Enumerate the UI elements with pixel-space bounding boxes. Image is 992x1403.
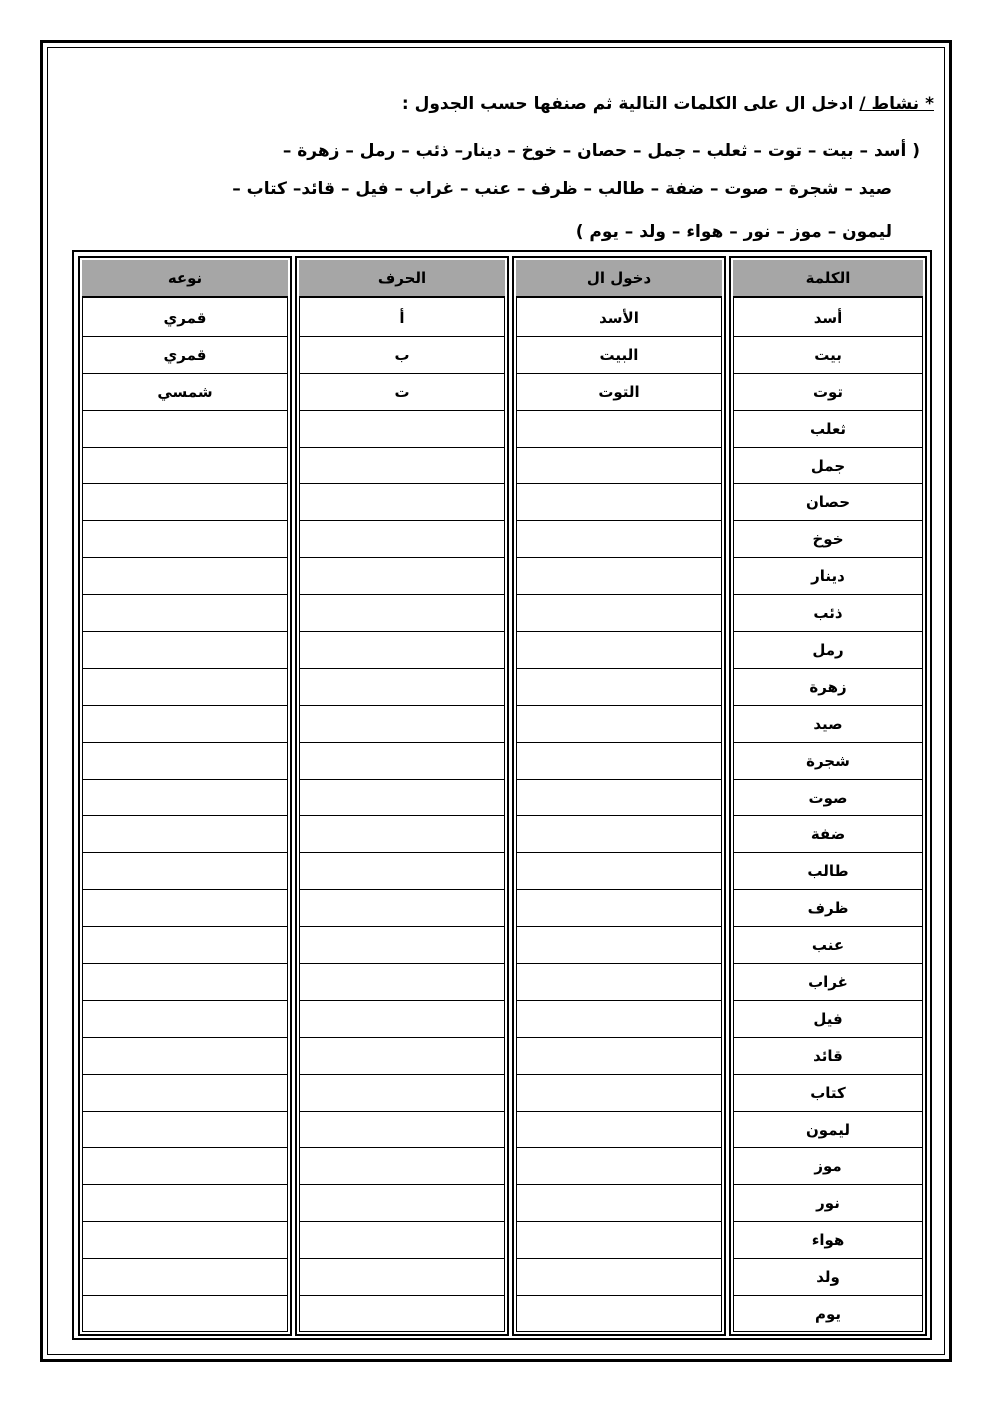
word-list-line-1: ( أسد – بيت – توت – ثعلب – جمل – حصان – خوخ – دينار– ذئب – رمل – زهرة – — [282, 141, 920, 161]
column-with-al-cells — [516, 300, 722, 1333]
table-cell-type — [82, 1148, 288, 1185]
table-cell-letter — [299, 853, 505, 890]
table-cell-word: صوت — [733, 780, 923, 817]
table-cell-letter — [299, 1148, 505, 1185]
table-cell-word: شجرة — [733, 743, 923, 780]
table-cell-type — [82, 1001, 288, 1038]
table-cell-with-al — [516, 706, 722, 743]
table-cell-with-al — [516, 1259, 722, 1296]
table-cell-type — [82, 448, 288, 485]
table-cell-with-al — [516, 1075, 722, 1112]
table-cell-word: توت — [733, 374, 923, 411]
table-cell-type — [82, 743, 288, 780]
table-cell-word: ولد — [733, 1259, 923, 1296]
table-cell-word: نور — [733, 1185, 923, 1222]
table-cell-word: ذئب — [733, 595, 923, 632]
table-cell-word: عنب — [733, 927, 923, 964]
table-cell-with-al — [516, 964, 722, 1001]
table-cell-with-al — [516, 1112, 722, 1149]
table-cell-letter — [299, 743, 505, 780]
table-cell-word: هواء — [733, 1222, 923, 1259]
activity-label: * نشاط / — [859, 94, 934, 114]
table-cell-letter — [299, 1222, 505, 1259]
table-cell-type — [82, 1222, 288, 1259]
table-cell-with-al — [516, 1038, 722, 1075]
table-cell-word: بيت — [733, 337, 923, 374]
header-with-al: دخول ال — [516, 260, 722, 298]
column-with-al — [512, 256, 726, 1336]
table-cell-word: قائد — [733, 1038, 923, 1075]
table-cell-with-al — [516, 411, 722, 448]
table-cell-letter — [299, 1185, 505, 1222]
table-cell-with-al — [516, 595, 722, 632]
table-cell-with-al — [516, 484, 722, 521]
table-cell-word: ليمون — [733, 1112, 923, 1149]
column-word-cells — [733, 300, 923, 1333]
table-cell-with-al: البيت — [516, 337, 722, 374]
activity-instruction — [402, 93, 934, 115]
table-cell-with-al — [516, 780, 722, 817]
table-cell-type — [82, 632, 288, 669]
table-cell-type — [82, 411, 288, 448]
table-cell-word: طالب — [733, 853, 923, 890]
table-cell-letter — [299, 448, 505, 485]
table-cell-type — [82, 1259, 288, 1296]
table-cell-letter — [299, 890, 505, 927]
table-cell-type — [82, 484, 288, 521]
column-letter — [295, 256, 509, 1336]
table-cell-type — [82, 706, 288, 743]
table-cell-letter — [299, 632, 505, 669]
table-cell-letter — [299, 927, 505, 964]
table-cell-word: رمل — [733, 632, 923, 669]
table-cell-letter — [299, 1259, 505, 1296]
table-cell-type — [82, 1075, 288, 1112]
table-cell-with-al — [516, 743, 722, 780]
table-cell-letter — [299, 595, 505, 632]
table-cell-type: شمسي — [82, 374, 288, 411]
table-cell-letter — [299, 521, 505, 558]
table-cell-with-al — [516, 558, 722, 595]
table-cell-type — [82, 521, 288, 558]
column-type-cells — [82, 300, 288, 1333]
table-cell-with-al — [516, 632, 722, 669]
table-cell-letter — [299, 1296, 505, 1333]
table-cell-letter — [299, 1075, 505, 1112]
table-cell-letter — [299, 1112, 505, 1149]
table-cell-letter: ت — [299, 374, 505, 411]
table-cell-word: فيل — [733, 1001, 923, 1038]
table-cell-type: قمري — [82, 337, 288, 374]
table-cell-with-al — [516, 1001, 722, 1038]
header-letter: الحرف — [299, 260, 505, 298]
table-cell-type — [82, 780, 288, 817]
table-cell-word: يوم — [814, 1305, 842, 1324]
table-cell-type — [82, 1038, 288, 1075]
column-letter-cells — [299, 300, 505, 1333]
table-cell-with-al — [516, 1185, 722, 1222]
table-cell-letter — [299, 780, 505, 817]
table-cell-letter: أ — [299, 300, 505, 337]
table-cell-letter — [299, 411, 505, 448]
table-cell-letter — [299, 669, 505, 706]
word-list-line-2: صيد – شجرة – صوت – ضفة – طالب – ظرف – عنب – غراب – فيل – قائد– كتاب – — [232, 179, 892, 199]
table-cell-with-al — [516, 669, 722, 706]
table-cell-word: حصان — [733, 484, 923, 521]
table-cell-word: جمل — [733, 448, 923, 485]
table-cell-with-al: الأسد — [516, 300, 722, 337]
table-cell-word: ظرف — [733, 890, 923, 927]
column-word — [729, 256, 927, 1336]
column-type — [78, 256, 292, 1336]
table-cell-word: زهرة — [733, 669, 923, 706]
table-cell-word: صيد — [733, 706, 923, 743]
table-cell-word: غراب — [733, 964, 923, 1001]
table-cell-letter — [299, 816, 505, 853]
table-cell-type — [82, 1296, 288, 1333]
table-cell-with-al — [516, 521, 722, 558]
table-cell-type — [82, 1185, 288, 1222]
activity-text: ادخل ال على الكلمات التالية ثم صنفها حسب الجدول : — [401, 94, 860, 114]
table-cell-word: أسد — [733, 300, 923, 337]
table-cell-word: خوخ — [733, 521, 923, 558]
table-cell-letter — [299, 1038, 505, 1075]
table-cell-with-al — [516, 890, 722, 927]
header-word: الكلمة — [733, 260, 923, 298]
word-list-line-3: ليمون – موز – نور – هواء – ولد – يوم ) — [575, 222, 892, 242]
table-cell-with-al — [516, 448, 722, 485]
table-cell-type — [82, 1112, 288, 1149]
table-cell-with-al — [516, 1296, 722, 1333]
table-cell-word: كتاب — [733, 1075, 923, 1112]
table-cell-type — [82, 558, 288, 595]
header-type: نوعه — [82, 260, 288, 298]
table-cell-letter — [299, 706, 505, 743]
table-cell-letter — [299, 558, 505, 595]
table-cell-letter — [299, 1001, 505, 1038]
table-cell-type — [82, 669, 288, 706]
table-cell-word: دينار — [733, 558, 923, 595]
table-cell-with-al: التوت — [516, 374, 722, 411]
table-cell-letter — [299, 964, 505, 1001]
table-cell-type — [82, 927, 288, 964]
table-cell-type — [82, 890, 288, 927]
table-cell-type — [82, 816, 288, 853]
table-cell-with-al — [516, 1222, 722, 1259]
table-cell-with-al — [516, 853, 722, 890]
table-cell-letter — [299, 484, 505, 521]
table-cell-type — [82, 853, 288, 890]
table-cell-word: ثعلب — [733, 411, 923, 448]
table-cell-with-al — [516, 816, 722, 853]
table-cell-word: ضفة — [733, 816, 923, 853]
table-cell-word: موز — [733, 1148, 923, 1185]
table-cell-type: قمري — [82, 300, 288, 337]
table-cell-letter: ب — [299, 337, 505, 374]
table-cell-type — [82, 595, 288, 632]
table-cell-with-al — [516, 927, 722, 964]
table-cell-with-al — [516, 1148, 722, 1185]
table-cell-type — [82, 964, 288, 1001]
